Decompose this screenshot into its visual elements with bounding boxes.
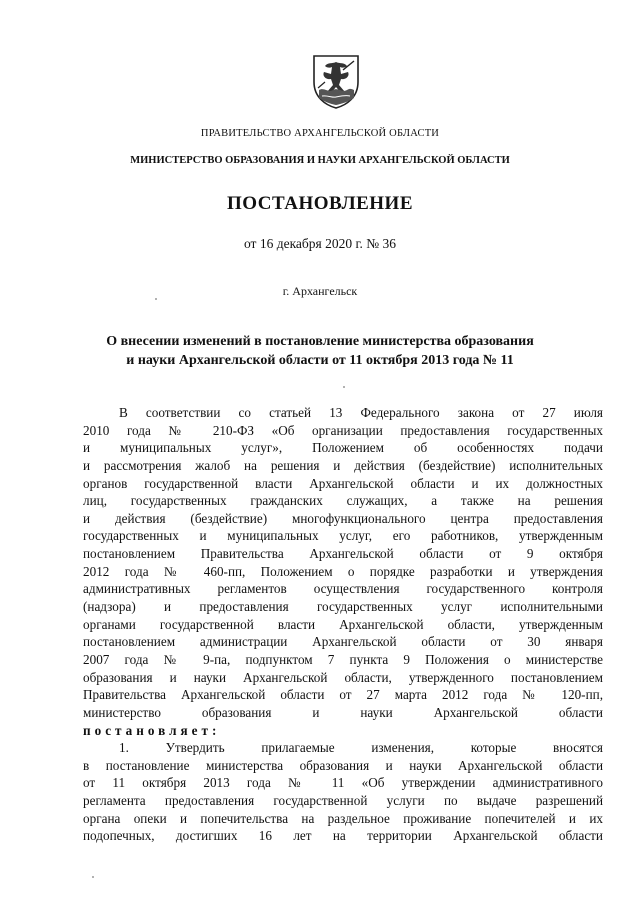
body-line: органов государственной власти Архангельской области и их должностных xyxy=(83,475,603,491)
body-line: подопечных, достигших 16 лет на территории Архангельской области xyxy=(83,828,603,844)
body-line: 2012 года № 460-пп, Положением о порядке разработки и утверждения xyxy=(83,563,603,579)
document-type: ПОСТАНОВЛЕНИЕ xyxy=(226,193,414,214)
body-line: В соответствии со статьей 13 Федерального закона от 27 июля xyxy=(119,405,603,420)
body-line: органа опеки и попечительства на раздельное проживание попечителей и их xyxy=(83,810,603,826)
body-line: министерство образования и науки Архангельской области xyxy=(83,704,603,720)
body-line: 2010 года № 210-ФЗ «Об организации предоставления государственных xyxy=(83,422,603,438)
body-line: в постановление министерства образования и науки Архангельской области xyxy=(83,757,603,773)
body-line: и рассмотрения жалоб на решения и действия (бездействие) исполнительных xyxy=(83,457,603,473)
body-line: регламента предоставления государственной услуги по выдаче разрешений xyxy=(83,793,603,809)
document-body xyxy=(83,404,603,845)
city: г. Архангельск xyxy=(282,284,358,298)
body-line: лиц, государственных гражданских служащих, а также на решения xyxy=(83,493,603,509)
coat-of-arms-icon xyxy=(310,52,362,110)
decree-word: постановляет: xyxy=(83,722,221,738)
subject-line: и науки Архангельской области от 11 октября 2013 года № 11 xyxy=(126,353,514,368)
body-line: и действия (бездействие) многофункционального центра предоставления xyxy=(83,510,603,526)
body-line: административных регламентов осуществления государственного контроля xyxy=(83,581,603,597)
body-line: от 11 октября 2013 года № 11 «Об утверждении административного xyxy=(83,775,603,791)
ministry-name: МИНИСТЕРСТВО ОБРАЗОВАНИЯ И НАУКИ АРХАНГЕЛЬСКОЙ ОБЛАСТИ xyxy=(130,155,510,166)
body-line: Правительства Архангельской области от 27 марта 2012 года № 120-пп, xyxy=(83,687,603,703)
document-subject xyxy=(0,332,640,370)
scan-speck xyxy=(155,298,157,300)
scan-speck xyxy=(343,386,345,388)
scan-speck xyxy=(92,876,94,878)
subject-line: О внесении изменений в постановление министерства образования xyxy=(106,334,534,349)
date-number: от 16 декабря 2020 г. № 36 xyxy=(243,236,397,251)
body-line: государственных и муниципальных услуг, его работников, утвержденным xyxy=(83,528,603,544)
body-line: постановлением администрации Архангельской области от 30 января xyxy=(83,634,603,650)
body-line: (надзора) и предоставления государственных услуг исполнительными xyxy=(83,599,603,615)
government-name: ПРАВИТЕЛЬСТВО АРХАНГЕЛЬСКОЙ ОБЛАСТИ xyxy=(200,128,440,139)
body-line: постановлением Правительства Архангельской области от 9 октября xyxy=(83,546,603,562)
body-line: и муниципальных услуг», Положением об особенностях подачи xyxy=(83,440,603,456)
item-1-line: 1. Утвердить прилагаемые изменения, которые вносятся xyxy=(119,740,603,756)
body-line: органами государственной власти Архангельской области, утвержденным xyxy=(83,616,603,632)
body-line: 2007 года № 9-па, подпунктом 7 пункта 9 Положения о министерстве xyxy=(83,651,603,667)
body-line: образования и науки Архангельской области, утвержденного постановлением xyxy=(83,669,603,685)
